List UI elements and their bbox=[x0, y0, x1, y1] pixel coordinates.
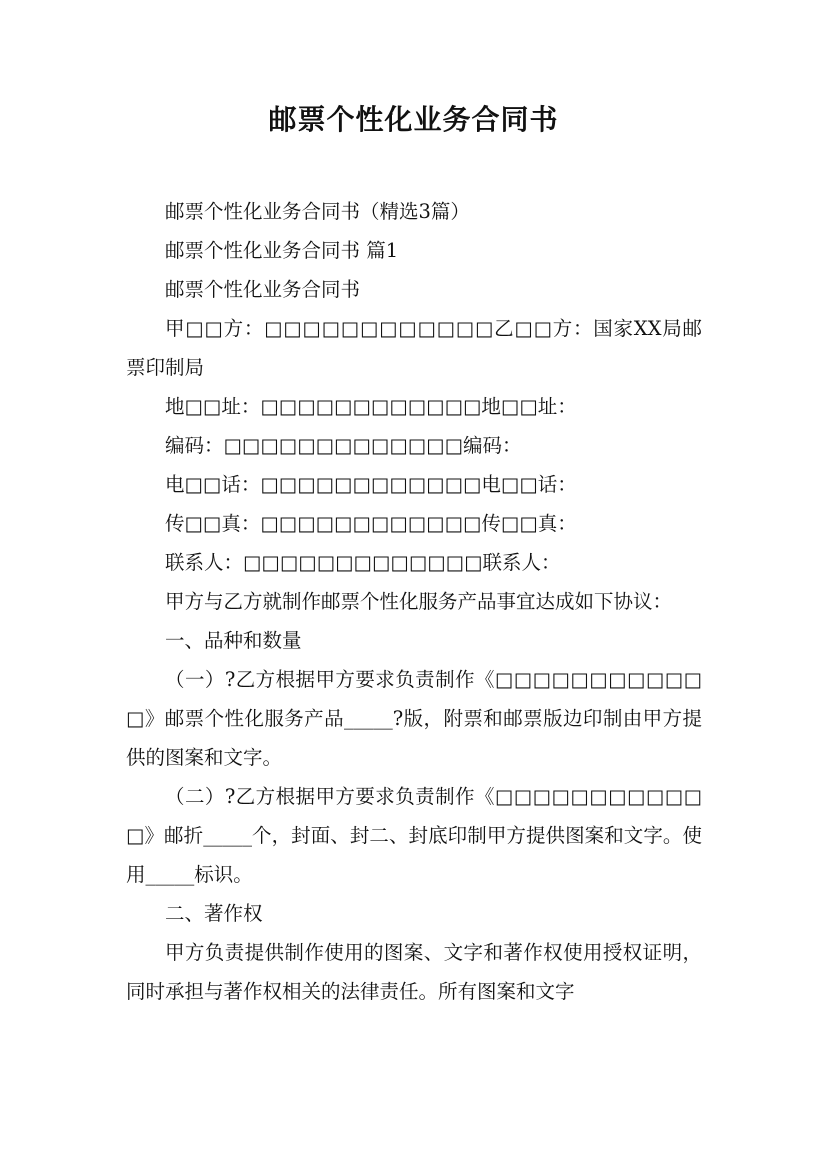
paragraph: 编码：□□□□□□□□□□□□□编码： bbox=[165, 434, 522, 457]
paragraph: 电□□话：□□□□□□□□□□□□电□□话： bbox=[165, 473, 577, 496]
paragraph: 传□□真：□□□□□□□□□□□□传□□真： bbox=[165, 512, 577, 535]
document-title: 邮票个性化业务合同书 bbox=[268, 103, 559, 136]
document-body bbox=[126, 192, 702, 1011]
paragraph: 联系人：□□□□□□□□□□□□□联系人： bbox=[165, 551, 561, 574]
section-heading: 二、著作权 bbox=[165, 902, 263, 925]
paragraph: （一）?乙方根据甲方要求负责制作《□□□□□□□□□□□□》邮票个性化服务产品_____?版，附票和邮票版边印制由甲方提供的图案和文字。 bbox=[126, 668, 702, 769]
section-heading: 一、品种和数量 bbox=[165, 629, 302, 652]
paragraph: 甲方负责提供制作使用的图案、文字和著作权使用授权证明，同时承担与著作权相关的法律责任。所有图案和文字 bbox=[126, 941, 702, 1003]
paragraph: 邮票个性化业务合同书 bbox=[165, 278, 361, 301]
paragraph: （二）?乙方根据甲方要求负责制作《□□□□□□□□□□□□》邮折_____个，封面、封二、封底印制甲方提供图案和文字。使用_____标识。 bbox=[126, 785, 702, 886]
paragraph: 甲方与乙方就制作邮票个性化服务产品事宜达成如下协议： bbox=[165, 590, 673, 613]
paragraph: 邮票个性化业务合同书 篇1 bbox=[165, 239, 399, 262]
paragraph: 甲□□方：□□□□□□□□□□□□乙□□方：国家XX局邮票印制局 bbox=[126, 317, 702, 379]
paragraph: 邮票个性化业务合同书（精选3篇） bbox=[165, 200, 470, 223]
paragraph: 地□□址：□□□□□□□□□□□□地□□址： bbox=[165, 395, 577, 418]
